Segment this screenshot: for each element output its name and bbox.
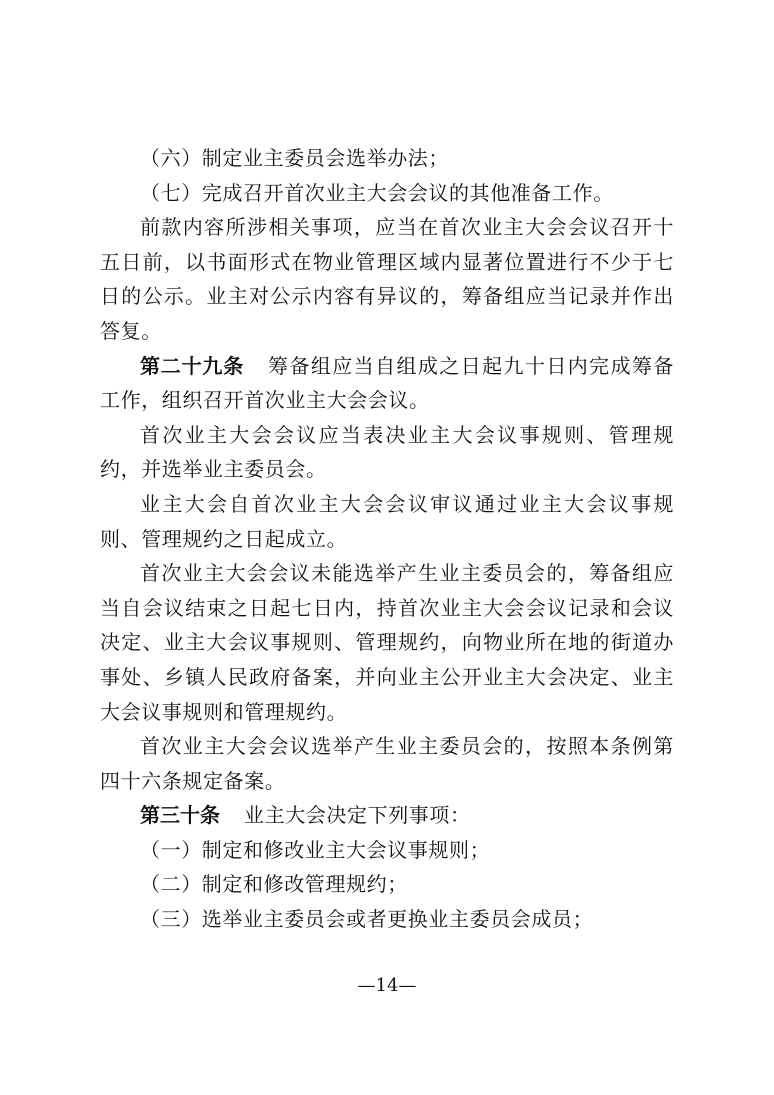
article-paragraph (100, 349, 674, 418)
paragraph (100, 556, 674, 729)
paragraph (100, 176, 674, 211)
paragraph-text: 首次业主大会会议选举产生业主委员会的，按照本条例第四十六条规定备案。 (100, 734, 674, 793)
body-text (100, 141, 674, 937)
paragraph (100, 833, 674, 868)
paragraph (100, 729, 674, 798)
article-paragraph (100, 798, 674, 833)
paragraph-text: （二）制定和修改管理规约； (140, 872, 408, 897)
paragraph-text: （三）选举业主委员会或者更换业主委员会成员； (140, 907, 594, 932)
paragraph-text: （六）制定业主委员会选举办法； (140, 146, 449, 170)
article-number: 第三十条 (140, 803, 220, 828)
paragraph-text: 首次业主大会会议应当表决业主大会议事规则、管理规约，并选举业主委员会。 (100, 422, 674, 482)
paragraph-text: 业主大会决定下列事项： (244, 803, 471, 828)
paragraph-text: （一）制定和修改业主大会议事规则； (140, 837, 491, 862)
paragraph (100, 867, 674, 902)
paragraph (100, 487, 674, 556)
paragraph-text: 前款内容所涉相关事项，应当在首次业主大会会议召开十五日前，以书面形式在物业管理区域内显著位置进行不少于七日的公示。业主对公示内容有异议的，筹备组应当记录并作出答复。 (100, 215, 674, 343)
paragraph (100, 902, 674, 937)
paragraph-text: 业主大会自首次业主大会会议审议通过业主大会议事规则、管理规约之日起成立。 (100, 491, 674, 551)
article-number: 第二十九条 (140, 353, 245, 378)
paragraph-text: 筹备组应当自组成之日起九十日内完成筹备工作，组织召开首次业主大会会议。 (100, 353, 674, 413)
paragraph-text: （七）完成召开首次业主大会会议的其他准备工作。 (140, 180, 614, 205)
paragraph-text: 首次业主大会会议未能选举产生业主委员会的，筹备组应当自会议结束之日起七日内，持首次业主大会会议记录和会议决定、业主大会议事规则、管理规约，向物业所在地的街道办事处、乡镇人民政府备案，并向业主公开业主大会决定、业主大会议事规则和管理规约。 (100, 561, 674, 724)
paragraph (100, 418, 674, 487)
page-number: —14— (357, 975, 417, 996)
paragraph (100, 210, 674, 348)
paragraph (100, 141, 674, 176)
